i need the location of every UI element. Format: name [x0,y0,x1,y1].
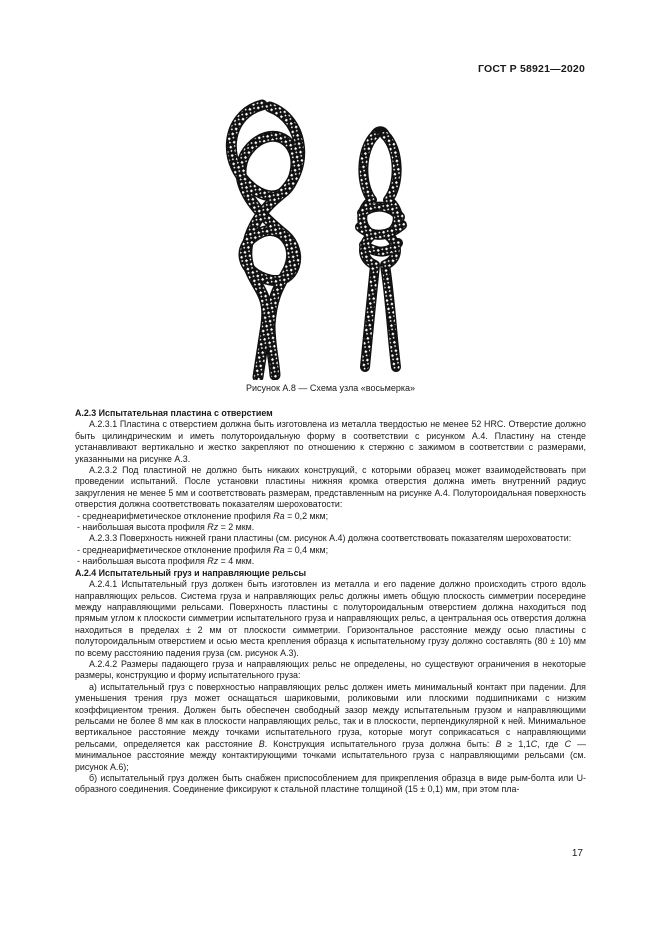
knot-drawing [200,95,460,380]
figure-caption: Рисунок А.8 — Схема узла «восьмерка» [245,383,416,393]
page-number: 17 [571,848,583,859]
standard-number: ГОСТ Р 58921—2020 [477,63,585,75]
list-item: - наибольшая высота профиля Rz = 2 мкм. [77,522,255,533]
section-heading-a23: А.2.3 Испытательная пластина с отверстием [75,408,273,418]
section-heading-a24: А.2.4 Испытательный груз и направляющие рельсы [75,567,307,578]
paragraph-a241: А.2.4.1 Испытательный груз должен быть изготовлен из металла и его падение должно происходить строго вдоль направляющих рельсов. Система груза и направляющих рельс должны иметь общую плоскость симметрии посередине между направляющими рельсами. Поверхность пластины с полутороидальным отверстием должна находиться под прямым углом к плоскости симметрии испытательного груза и направляющих рельс, а центральная ось отверстия должна находиться в пределах ± 2 мм от плоскости симметрии. Горизонтальное расстояние между осью пластины с полутороидальным отверстием и осью места крепления образца к испытательному грузу должно составлять (80 ± 10) мм по всему расстоянию падения груза (см. рисунок А.3). [75,579,586,658]
paragraph-a233: А.2.3.3 Поверхность нижней грани пластины (см. рисунок А.4) должна соответствовать показателям шероховатости: [89,533,572,544]
paragraph-a231: А.2.3.1 Пластина с отверстием должна быть изготовлена из металла твердостью не менее 52 HRC. Отверстие должно быть цилиндрическим и иметь полутороидальную форму в соответствии с рисунком А.4. Пластину на стенде устанавливают вертикально и жестко закрепляют по отношению к стержню с зажимом в соответствии с размерами, указанными на рисунке А.3. [75,419,586,464]
loose-knot-drawing [231,105,299,377]
paragraph-a242: А.2.4.2 Размеры падающего груза и направляющих рельс не определены, но существуют ограничения в некоторые размеры, конструкцию и форму испытательного груза: [75,658,586,681]
tight-knot-drawing [360,131,402,367]
list-item: - среднеарифметическое отклонение профиля Ra = 0,2 мкм; [77,510,329,521]
figure-eight-knot-illustration [200,95,460,380]
list-item: - среднеарифметическое отклонение профиля Ra = 0,4 мкм; [77,544,329,555]
paragraph-a232: А.2.3.2 Под пластиной не должно быть никаких конструкций, с которыми образец может взаимодействовать при проведении испытаний. После установки пластины нижняя кромка отверстия должна иметь внутренний радиус закругления не менее 5 мм и соответствовать размерам, представленным на рисунке А.4. Полутороидальная поверхность отверстия должна соответствовать показателям шероховатости: [75,465,586,510]
paragraph-a242-b: б) испытательный груз должен быть снабжен приспособлением для прикрепления образца в виде рым-болта или U-образного соединения. Соединение фиксируют к стальной пластине толщиной (15 ± 0,1) мм, при этом пла- [75,773,586,795]
document-body [75,408,586,796]
list-item: - наибольшая высота профиля Rz = 4 мкм. [77,556,255,567]
paragraph-a242-a: а) испытательный груз с поверхностью направляющих рельс должен иметь минимальный контакт при падении. Для уменьшения трения груз может оснащаться шариковыми, роликовыми или плоскими подшипниками с низким коэффициентом трения. Должен быть обеспечен свободный зазор между испытательным грузом и направляющими рельсами не более 8 мм как в плоскости направляющих рельс, так и в плоскости, перпендикулярной к ней. Минимальное вертикальное расстояние между точками испытательного груза, которые могут соприкасаться с направляющими рельсами, определяется как расстояние В. Конструкция испытательного груза должна быть: В ≥ 1,1С, где С — минимальное расстояние между контактирующими точками испытательного груза с направляющими рельсами (см. рисунок А.6); [75,681,587,772]
